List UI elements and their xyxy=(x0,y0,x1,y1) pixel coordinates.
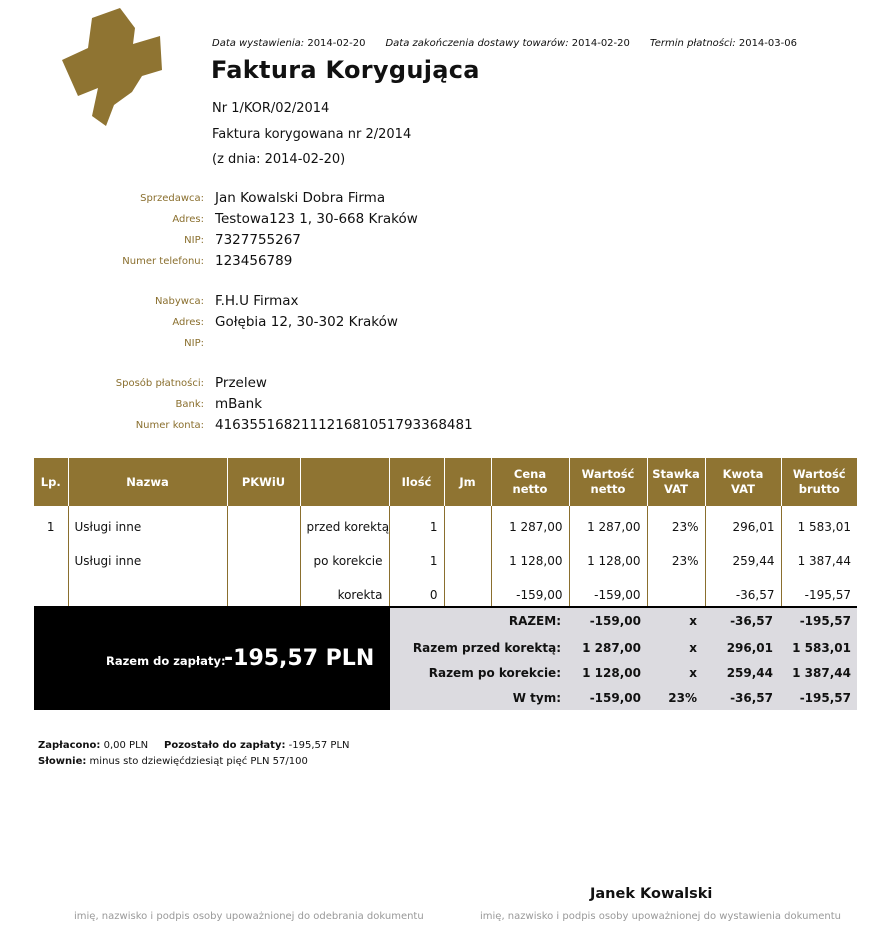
seller-phone: 123456789 xyxy=(215,253,293,269)
summary-rate: x xyxy=(689,614,697,628)
buyer-address: Gołębia 12, 30-302 Kraków xyxy=(215,314,398,330)
paid-label: Zapłacono: xyxy=(38,740,101,751)
col-header: Lp. xyxy=(34,458,68,506)
cell: 1 387,44 xyxy=(797,554,851,568)
cell: -159,00 xyxy=(569,578,647,612)
account-label: Numer konta: xyxy=(135,420,204,431)
date-issued: 2014-02-20 xyxy=(307,38,366,49)
remaining-label: Pozostało do zapłaty: xyxy=(164,740,286,751)
payment-due: 2014-03-06 xyxy=(738,38,797,49)
invoice-number: Nr 1/KOR/02/2014 xyxy=(212,101,330,116)
seller-phone-label: Numer telefonu: xyxy=(122,256,204,267)
summary-rate: x xyxy=(689,641,697,655)
summary-netto: -159,00 xyxy=(589,614,641,628)
col-header: Ilość xyxy=(389,458,444,506)
words-value: minus sto dziewięćdziesiąt pięć PLN 57/100 xyxy=(89,756,308,767)
col-header: Nazwa xyxy=(68,458,227,506)
cell: 1 xyxy=(389,544,444,578)
summary-label: RAZEM: xyxy=(508,614,561,628)
buyer-nip-label: NIP: xyxy=(184,338,204,349)
date-delivery: 2014-02-20 xyxy=(571,38,630,49)
amount-in-words xyxy=(38,756,308,767)
bank-label: Bank: xyxy=(175,399,204,410)
invoice-dates: Data wystawienia: 2014-02-20 Data zakończenia dostawy towarów: 2014-02-20 Termin płatności: 2014-03-06 xyxy=(212,38,797,49)
cell: -195,57 xyxy=(804,588,851,602)
summary-row xyxy=(390,660,857,685)
words-label: Słownie: xyxy=(38,756,87,767)
cell xyxy=(444,506,491,544)
cell: 1 287,00 xyxy=(491,506,569,544)
cell xyxy=(444,544,491,578)
summary-brutto: 1 387,44 xyxy=(792,666,851,680)
paid-value: 0,00 PLN xyxy=(103,740,149,751)
cell: 0 xyxy=(389,578,444,612)
col-header: Jm xyxy=(444,458,491,506)
cell: 296,01 xyxy=(705,506,781,544)
cell: 23% xyxy=(647,544,705,578)
cell: 1 583,01 xyxy=(797,520,851,534)
seller-address-label: Adres: xyxy=(172,214,204,225)
items-table xyxy=(34,458,857,612)
summary-brutto: -195,57 xyxy=(799,614,851,628)
cell: po korekcie xyxy=(300,544,389,578)
cell xyxy=(34,544,68,578)
cell: korekta xyxy=(300,578,389,612)
account-number: 41635516821112168105179336848​1 xyxy=(215,417,473,433)
summary-row xyxy=(390,635,857,660)
totals-summary xyxy=(390,608,857,710)
cell: 1 128,00 xyxy=(569,544,647,578)
document-title: Faktura Korygująca xyxy=(211,56,480,84)
table-header-row xyxy=(34,458,857,506)
bank-name: mBank xyxy=(215,396,263,412)
col-header: Cena netto xyxy=(491,458,569,506)
cell: Usługi inne xyxy=(68,506,227,544)
cell: -159,00 xyxy=(491,578,569,612)
summary-netto: 1 287,00 xyxy=(582,641,641,655)
summary-row xyxy=(390,685,857,710)
cell: 259,44 xyxy=(705,544,781,578)
col-header xyxy=(300,458,389,506)
buyer-address-label: Adres: xyxy=(172,317,204,328)
cell: 1 xyxy=(389,506,444,544)
issuer-signature-caption: imię, nazwisko i podpis osoby upoważnionej do wystawienia dokumentu xyxy=(480,911,841,922)
seller-label: Sprzedawca: xyxy=(140,193,204,204)
seller-address: Testowa123 1, 30-668 Kraków xyxy=(215,211,418,227)
summary-vat: 296,01 xyxy=(726,641,773,655)
amount-due-box xyxy=(34,608,390,710)
issuer-name: Janek Kowalski xyxy=(590,886,713,902)
amount-due-label: Razem do zapłaty: xyxy=(106,654,226,668)
seller-name: Jan Kowalski Dobra Firma xyxy=(215,190,386,206)
cell: 1 287,00 xyxy=(569,506,647,544)
cell: 1 xyxy=(34,506,68,544)
summary-rate: x xyxy=(689,666,697,680)
summary-label: W tym: xyxy=(512,691,561,705)
summary-brutto: -195,57 xyxy=(799,691,851,705)
payment-method-label: Sposób płatności: xyxy=(115,378,204,389)
corrected-invoice-date: (z dnia: 2014-02-20) xyxy=(212,152,346,167)
table-row xyxy=(34,544,857,578)
summary-netto: 1 128,00 xyxy=(582,666,641,680)
payment-status xyxy=(38,740,350,751)
table-row xyxy=(34,506,857,544)
seller-nip-label: NIP: xyxy=(184,235,204,246)
cell: przed korektą xyxy=(300,506,389,544)
summary-rate: 23% xyxy=(668,691,697,705)
col-header: Stawka VAT xyxy=(647,458,705,506)
company-logo-icon xyxy=(62,8,162,126)
summary-vat: -36,57 xyxy=(730,691,773,705)
summary-brutto: 1 583,01 xyxy=(792,641,851,655)
cell: 1 128,00 xyxy=(491,544,569,578)
summary-label: Razem przed korektą: xyxy=(412,641,561,655)
cell: -36,57 xyxy=(705,578,781,612)
buyer-label: Nabywca: xyxy=(154,296,204,307)
col-header: PKWiU xyxy=(227,458,300,506)
summary-row xyxy=(390,608,857,633)
col-header: Kwota VAT xyxy=(705,458,781,506)
seller-nip: 7327755267 xyxy=(215,232,301,248)
remaining-value: -195,57 PLN xyxy=(288,740,350,751)
payment-method: Przelew xyxy=(215,375,267,391)
summary-vat: -36,57 xyxy=(730,614,773,628)
col-header: Wartość netto xyxy=(569,458,647,506)
cell xyxy=(227,544,300,578)
summary-label: Razem po korekcie: xyxy=(428,666,561,680)
buyer-name: F.H.U Firmax xyxy=(215,293,299,309)
amount-due-value: -195,57 PLN xyxy=(224,646,375,671)
receiver-signature-caption: imię, nazwisko i podpis osoby upoważnionej do odebrania dokumentu xyxy=(74,911,424,922)
summary-netto: -159,00 xyxy=(589,691,641,705)
cell: Usługi inne xyxy=(68,544,227,578)
cell xyxy=(227,506,300,544)
corrected-invoice: Faktura korygowana nr 2/2014 xyxy=(212,127,412,142)
cell: 23% xyxy=(647,506,705,544)
summary-vat: 259,44 xyxy=(726,666,773,680)
col-header: Wartość brutto xyxy=(781,458,857,506)
